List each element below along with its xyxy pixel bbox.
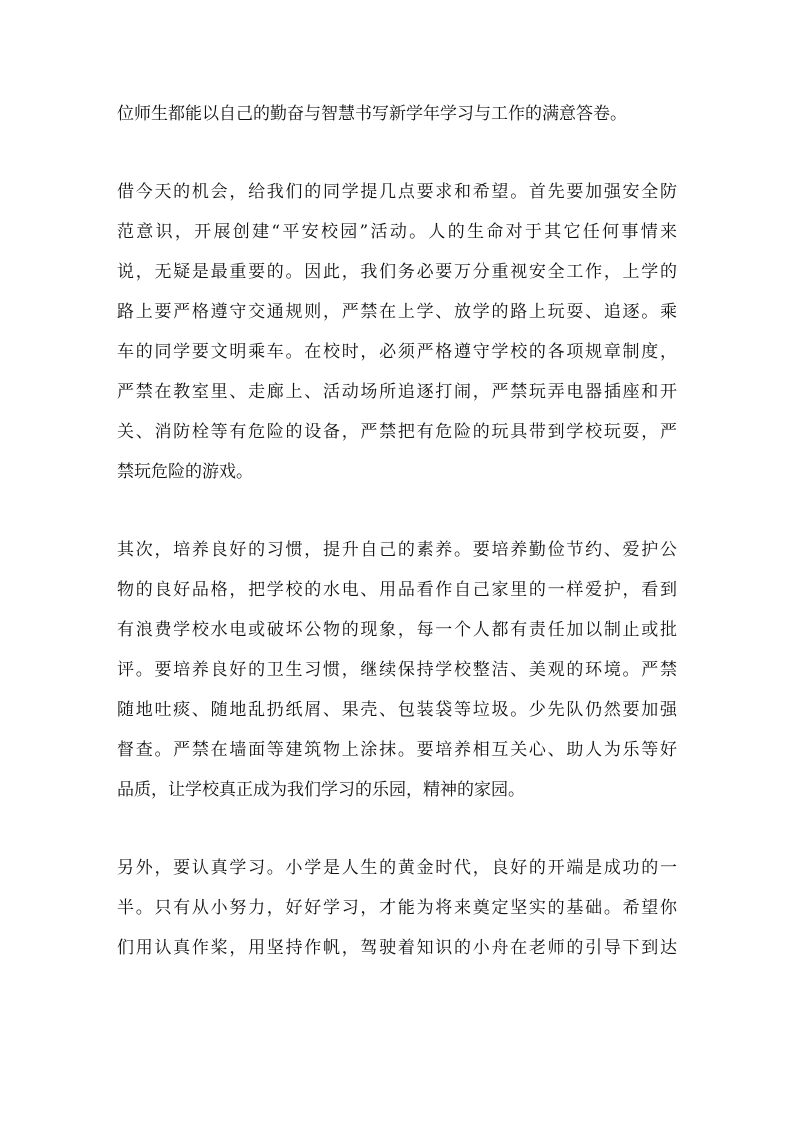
text-line: 范意识，开展创建“平安校园”活动。人的生命对于其它任何事情来	[117, 222, 677, 242]
text-line: 路上要严格遵守交通规则，严禁在上学、放学的路上玩耍、追逐。乘	[117, 302, 677, 322]
text-line: 位师生都能以自己的勤奋与智慧书写新学年学习与工作的满意答卷。	[117, 104, 627, 124]
document-page	[117, 94, 677, 968]
text-line: 半。只有从小努力，好好学习，才能为将来奠定坚实的基础。希望你	[117, 898, 677, 918]
text-line: 借今天的机会，给我们的同学提几点要求和希望。首先要加强安全防	[117, 182, 677, 202]
text-line: 品质，让学校真正成为我们学习的乐园，精神的家园。	[117, 780, 525, 800]
text-line: 有浪费学校水电或破坏公物的现象，每一个人都有责任加以制止或批	[117, 620, 677, 640]
text-line: 禁玩危险的游戏。	[117, 462, 253, 482]
text-line: 严禁在教室里、走廊上、活动场所追逐打闹，严禁玩弄电器插座和开	[117, 382, 677, 402]
text-line: 随地吐痰、随地乱扔纸屑、果壳、包装袋等垃圾。少先队仍然要加强	[117, 700, 677, 720]
text-line: 关、消防栓等有危险的设备，严禁把有危险的玩具带到学校玩耍，严	[117, 422, 677, 442]
text-line: 车的同学要文明乘车。在校时，必须严格遵守学校的各项规章制度，	[117, 342, 677, 362]
paragraph-3	[117, 530, 677, 810]
text-line: 另外，要认真学习。小学是人生的黄金时代，良好的开端是成功的一	[117, 858, 677, 878]
paragraph-4	[117, 848, 677, 968]
text-line: 督查。严禁在墙面等建筑物上涂抹。要培养相互关心、助人为乐等好	[117, 740, 677, 760]
text-line: 其次，培养良好的习惯，提升自己的素养。要培养勤俭节约、爱护公	[117, 540, 677, 560]
paragraph-2	[117, 172, 677, 492]
text-line: 评。要培养良好的卫生习惯，继续保持学校整洁、美观的环境。严禁	[117, 660, 677, 680]
text-line: 们用认真作桨，用坚持作帆，驾驶着知识的小舟在老师的引导下到达	[117, 938, 677, 958]
paragraph-1	[117, 94, 677, 134]
text-line: 物的良好品格，把学校的水电、用品看作自己家里的一样爱护，看到	[117, 580, 677, 600]
text-line: 说，无疑是最重要的。因此，我们务必要万分重视安全工作，上学的	[117, 262, 677, 282]
